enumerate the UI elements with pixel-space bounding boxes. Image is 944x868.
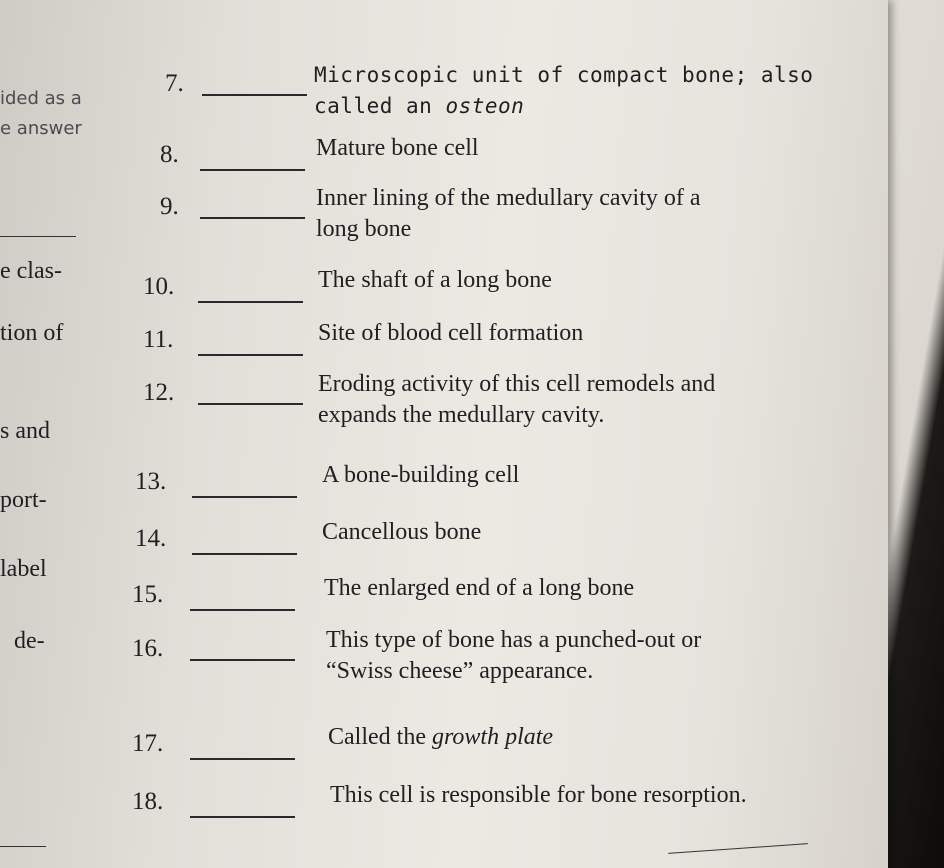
question-number: 18. (132, 788, 164, 815)
margin-rule (0, 236, 76, 237)
question-number: 9. (160, 193, 179, 220)
question-description: Microscopic unit of compact bone; also (314, 63, 814, 87)
question-number: 11. (143, 326, 174, 353)
trailing-rule (668, 843, 808, 854)
question-number: 12. (143, 379, 175, 406)
margin-fragment: e answer (0, 118, 82, 139)
answer-blank[interactable] (190, 816, 295, 818)
question-number: 14. (135, 525, 167, 552)
answer-blank[interactable] (202, 94, 307, 96)
margin-fragment: e clas- (0, 258, 62, 284)
margin-rule (0, 846, 46, 847)
question-description: This type of bone has a punched-out or (326, 627, 702, 653)
question-description: Site of blood cell formation (318, 320, 584, 346)
answer-blank[interactable] (200, 217, 305, 219)
question-description: This cell is responsible for bone resorption. (330, 782, 747, 808)
question-description: Called the growth plate (328, 724, 554, 750)
answer-blank[interactable] (200, 169, 305, 171)
margin-fragment: label (0, 556, 47, 582)
answer-blank[interactable] (192, 553, 297, 555)
question-number: 17. (132, 730, 164, 757)
answer-blank[interactable] (190, 659, 295, 661)
question-number: 10. (143, 273, 175, 300)
margin-fragment: port- (0, 487, 47, 513)
answer-blank[interactable] (198, 301, 303, 303)
question-number: 7. (165, 70, 184, 97)
question-description: Cancellous bone (322, 519, 482, 545)
question-description: The shaft of a long bone (318, 267, 552, 293)
answer-blank[interactable] (192, 496, 297, 498)
question-description: Inner lining of the medullary cavity of a (316, 185, 701, 211)
margin-fragment: de- (14, 628, 45, 654)
question-number: 13. (135, 468, 167, 495)
question-number: 16. (132, 635, 164, 662)
question-description: The enlarged end of a long bone (324, 575, 635, 601)
question-description: expands the medullary cavity. (318, 402, 605, 428)
question-description: Eroding activity of this cell remodels and (318, 371, 716, 397)
question-description: called an osteon (314, 94, 525, 118)
question-description: A bone-building cell (322, 462, 520, 488)
margin-fragment: s and (0, 418, 50, 444)
answer-blank[interactable] (198, 354, 303, 356)
question-description: Mature bone cell (316, 135, 479, 161)
question-description: long bone (316, 216, 412, 242)
question-description: “Swiss cheese” appearance. (326, 658, 594, 684)
answer-blank[interactable] (190, 758, 295, 760)
answer-blank[interactable] (198, 403, 303, 405)
question-number: 8. (160, 141, 179, 168)
margin-fragment: tion of (0, 320, 64, 346)
margin-fragment: ided as a (0, 88, 82, 109)
question-number: 15. (132, 581, 164, 608)
answer-blank[interactable] (190, 609, 295, 611)
